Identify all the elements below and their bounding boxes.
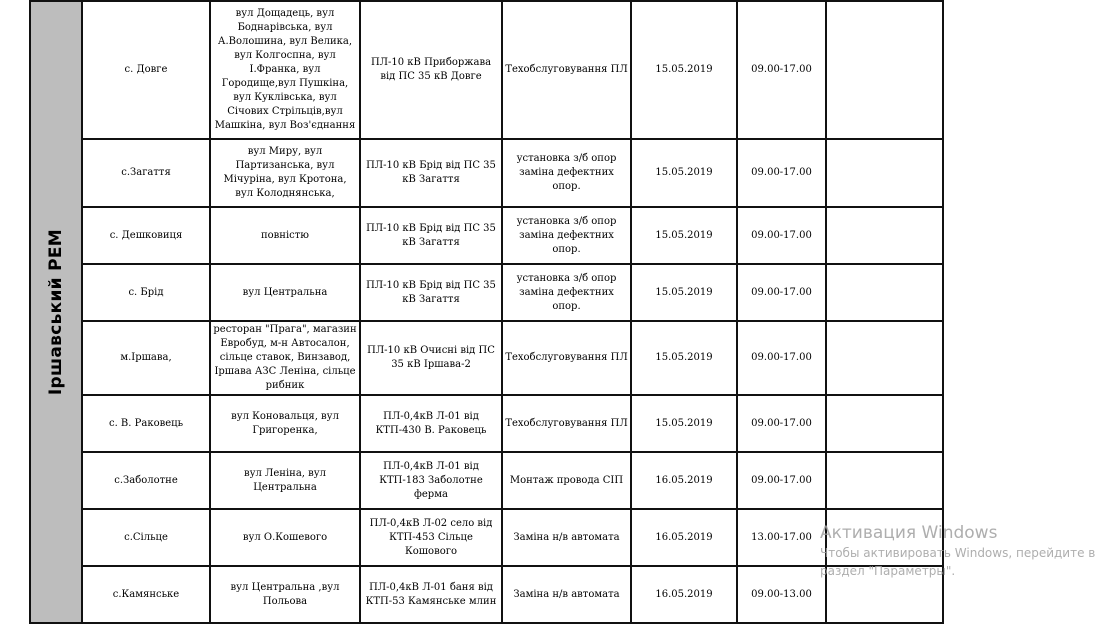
date-cell: 16.05.2019 — [631, 566, 737, 623]
table-row — [30, 395, 943, 452]
power-line-cell: ПЛ-10 кВ Брід від ПС 35 кВ Загаття — [360, 264, 502, 321]
work-type-cell: Монтаж провода СІП — [502, 452, 631, 509]
power-line-cell: ПЛ-10 кВ Приборжава від ПС 35 кВ Довге — [360, 1, 502, 139]
table-row — [30, 452, 943, 509]
streets-cell: вул Дощадець, вул Боднарівська, вул А.Волошина, вул Велика, вул Колгоспна, вул І.Франка, вул Городище,вул Пушкіна, вул Куклівська, вул Січових Стрільців,вул Машкіна, вул Воз'єднання — [210, 1, 360, 139]
table-row — [30, 139, 943, 207]
table-row — [30, 321, 943, 395]
date-cell: 15.05.2019 — [631, 395, 737, 452]
table-row — [30, 264, 943, 321]
power-line-cell: ПЛ-0,4кВ Л-02 село від КТП-453 Сільце Кошового — [360, 509, 502, 566]
village-cell: м.Іршава, — [82, 321, 210, 395]
table-row — [30, 566, 943, 623]
village-cell: с. Брід — [82, 264, 210, 321]
empty-cell — [826, 264, 943, 321]
village-cell: с.Заболотне — [82, 452, 210, 509]
rem-label: Іршавський РЕМ — [46, 228, 66, 396]
time-cell: 13.00-17.00 — [737, 509, 826, 566]
streets-cell: вул Миру, вул Партизанська, вул Мічуріна, вул Кротона, вул Колоднянська, — [210, 139, 360, 207]
village-cell: с.Загаття — [82, 139, 210, 207]
time-cell: 09.00-17.00 — [737, 321, 826, 395]
empty-cell — [826, 321, 943, 395]
streets-cell: вул Коновальця, вул Григоренка, — [210, 395, 360, 452]
village-cell: с.Сільце — [82, 509, 210, 566]
streets-cell: вул Центральна ,вул Польова — [210, 566, 360, 623]
empty-cell — [826, 1, 943, 139]
power-line-cell: ПЛ-0,4кВ Л-01 від КТП-183 Заболотне ферма — [360, 452, 502, 509]
time-cell: 09.00-17.00 — [737, 452, 826, 509]
work-type-cell: установка з/б опор заміна дефектних опор. — [502, 264, 631, 321]
time-cell: 09.00-17.00 — [737, 264, 826, 321]
table-row — [30, 207, 943, 264]
date-cell: 15.05.2019 — [631, 321, 737, 395]
empty-cell — [826, 395, 943, 452]
village-cell: с. Довге — [82, 1, 210, 139]
empty-cell — [826, 207, 943, 264]
watermark-title: Активация Windows — [820, 523, 998, 543]
empty-cell — [826, 566, 943, 623]
power-line-cell: ПЛ-10 кВ Брід від ПС 35 кВ Загаття — [360, 207, 502, 264]
table-row — [30, 1, 943, 139]
power-line-cell: ПЛ-10 кВ Брід від ПС 35 кВ Загаття — [360, 139, 502, 207]
time-cell: 09.00-17.00 — [737, 139, 826, 207]
watermark-line-2: Чтобы активировать Windows, перейдите в — [820, 546, 1095, 560]
work-type-cell: установка з/б опор заміна дефектних опор. — [502, 207, 631, 264]
watermark-line-3: раздел "Параметры". — [820, 564, 956, 578]
village-cell: с. В. Раковець — [82, 395, 210, 452]
date-cell: 15.05.2019 — [631, 264, 737, 321]
empty-cell — [826, 139, 943, 207]
empty-cell — [826, 509, 943, 566]
date-cell: 15.05.2019 — [631, 139, 737, 207]
schedule-body — [30, 1, 943, 623]
work-type-cell: установка з/б опор заміна дефектних опор. — [502, 139, 631, 207]
date-cell: 16.05.2019 — [631, 452, 737, 509]
time-cell: 09.00-17.00 — [737, 1, 826, 139]
streets-cell: вул Центральна — [210, 264, 360, 321]
date-cell: 15.05.2019 — [631, 1, 737, 139]
work-type-cell: Техобслуговування ПЛ — [502, 395, 631, 452]
power-line-cell: ПЛ-0,4кВ Л-01 баня від КТП-53 Камянське млин — [360, 566, 502, 623]
work-type-cell: Заміна н/в автомата — [502, 509, 631, 566]
village-cell: с. Дешковиця — [82, 207, 210, 264]
outage-schedule-table — [29, 0, 944, 624]
date-cell: 16.05.2019 — [631, 509, 737, 566]
streets-cell: повністю — [210, 207, 360, 264]
streets-cell: вул О.Кошевого — [210, 509, 360, 566]
rem-label-cell — [30, 1, 82, 623]
village-cell: с.Камянське — [82, 566, 210, 623]
streets-cell: ресторан "Прага", магазин Евробуд, м-н Автосалон, сільце ставок, Винзавод, Іршава АЗС Леніна, сільце рибник — [210, 321, 360, 395]
time-cell: 09.00-17.00 — [737, 207, 826, 264]
work-type-cell: Техобслуговування ПЛ — [502, 1, 631, 139]
date-cell: 15.05.2019 — [631, 207, 737, 264]
empty-cell — [826, 452, 943, 509]
power-line-cell: ПЛ-0,4кВ Л-01 від КТП-430 В. Раковець — [360, 395, 502, 452]
streets-cell: вул Леніна, вул Центральна — [210, 452, 360, 509]
time-cell: 09.00-17.00 — [737, 395, 826, 452]
work-type-cell: Заміна н/в автомата — [502, 566, 631, 623]
table-row — [30, 509, 943, 566]
work-type-cell: Техобслуговування ПЛ — [502, 321, 631, 395]
time-cell: 09.00-13.00 — [737, 566, 826, 623]
power-line-cell: ПЛ-10 кВ Очисні від ПС 35 кВ Іршава-2 — [360, 321, 502, 395]
